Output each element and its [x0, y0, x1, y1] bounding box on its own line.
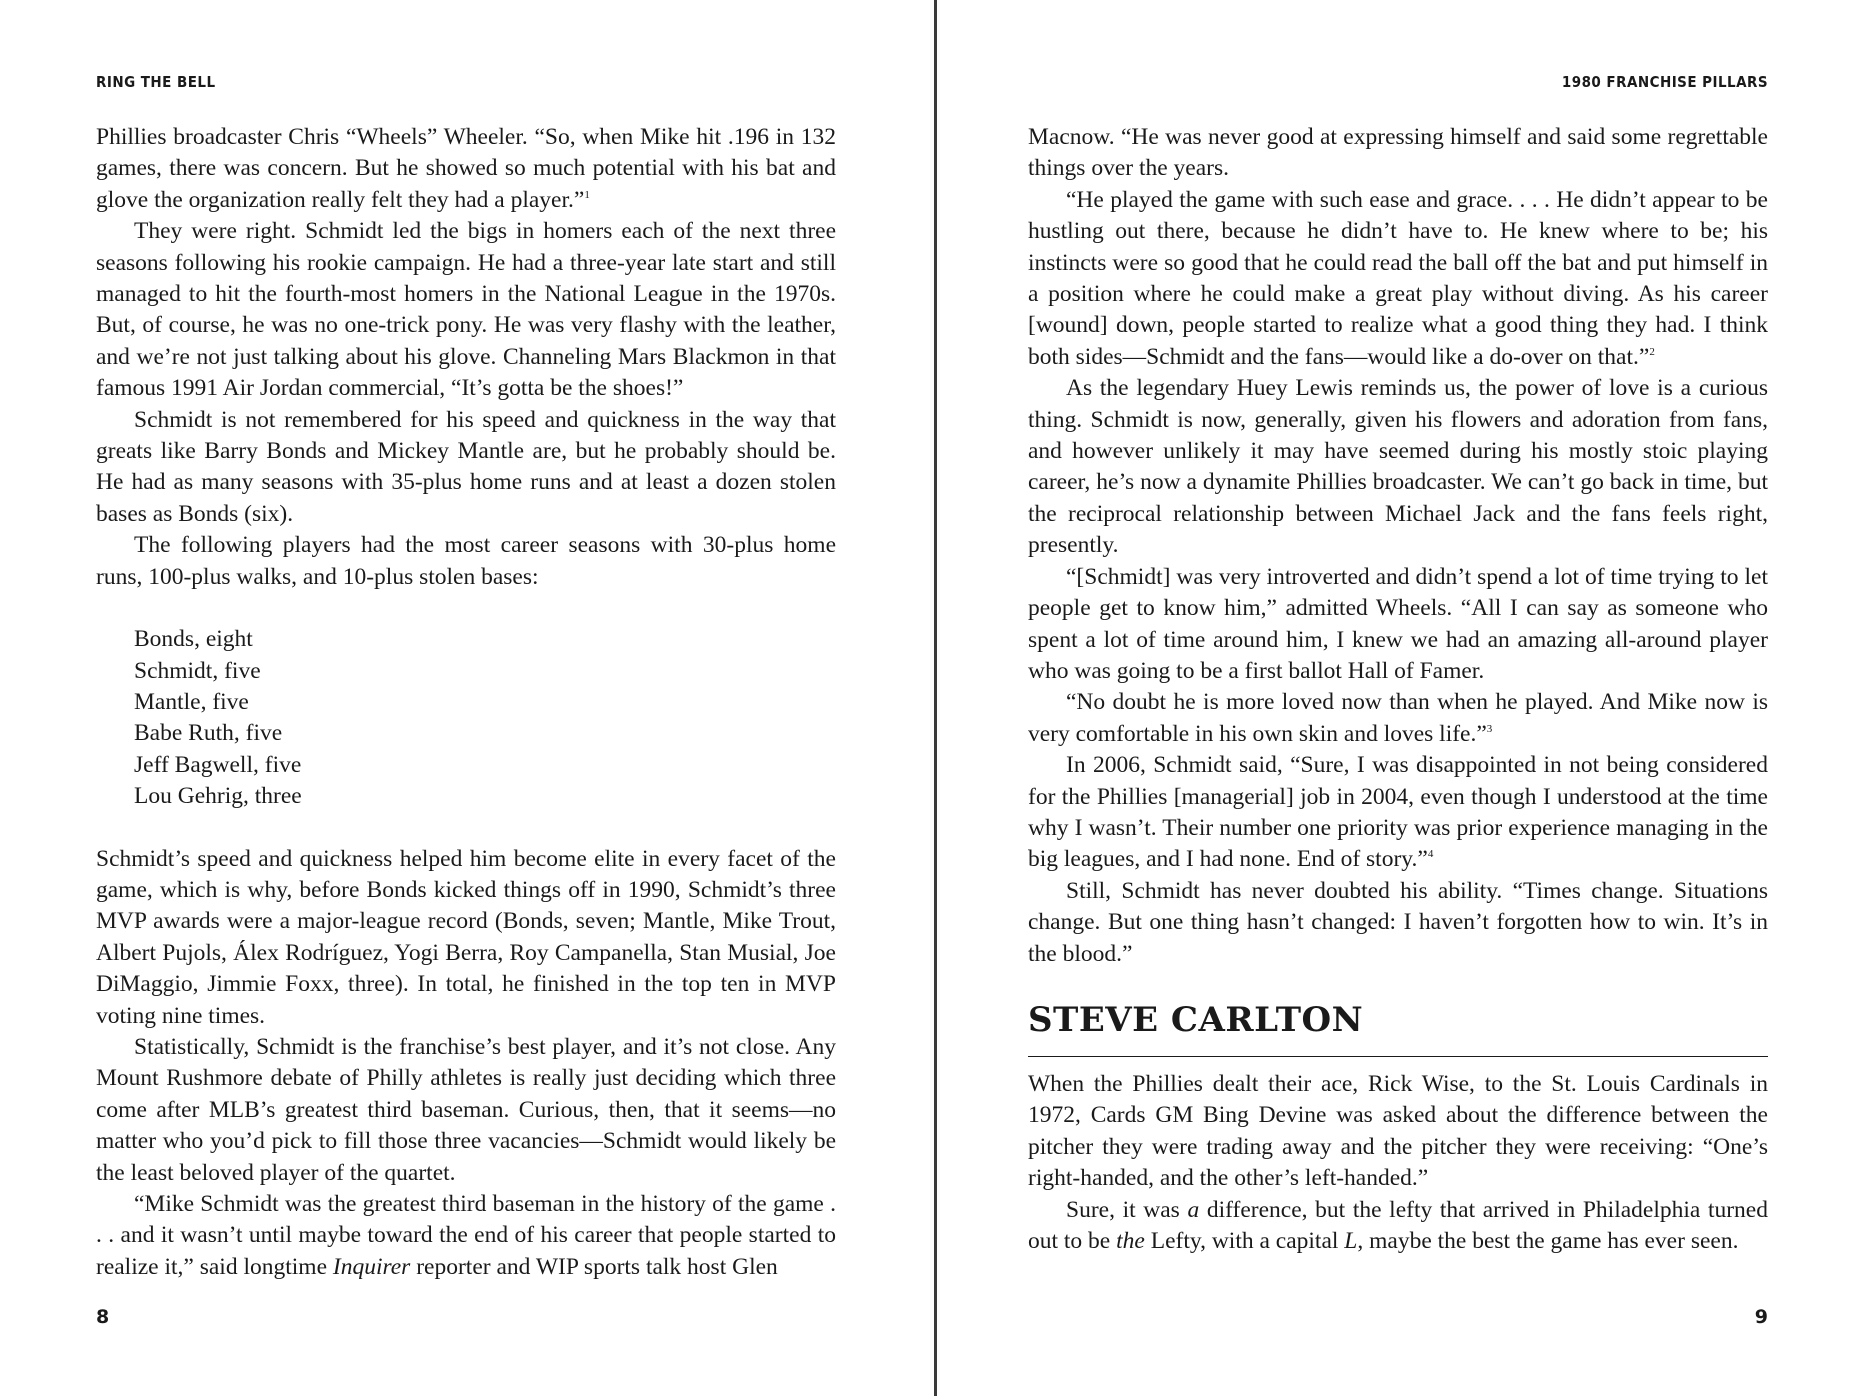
paragraph: Macnow. “He was never good at expressing himself and said some regrettable things over the years.: [1028, 124, 1768, 182]
list-item: Bonds, eight: [134, 626, 253, 653]
footnote-marker[interactable]: 4: [1427, 848, 1434, 861]
list-item: Schmidt, five: [134, 657, 261, 684]
page-body: [1028, 122, 1768, 1257]
paragraph: “[Schmidt] was very introverted and didn’t spend a lot of time trying to let people get to know him,” admitted Wheels. “All I can say as someone who spent a lot of time around him, I knew we had an amazing all-around player who was going to be a first ballot Hall of Famer.: [1028, 563, 1768, 684]
italic-text: L: [1344, 1228, 1358, 1254]
page-number: 8: [96, 1306, 110, 1328]
footnote-marker[interactable]: 3: [1486, 722, 1493, 735]
italic-text: a: [1187, 1196, 1200, 1223]
section-heading: STEVE CARLTON: [1028, 996, 1768, 1057]
paragraph: As the legendary Huey Lewis reminds us, the power of love is a curious thing. Schmidt is now, generally, given his flowers and adoration from fans, and however unlikely it may have seemed during his mostly stoic playing career, he’s now a dynamite Phillies broadcaster. We can’t go back in time, but the reciprocal relationship between Michael Jack and the fans feels right, presently.: [1028, 375, 1768, 559]
player-list: [134, 624, 836, 812]
footnote-marker[interactable]: 1: [584, 188, 590, 201]
paragraph: Statistically, Schmidt is the franchise’s best player, and it’s not close. Any Mount Rushmore debate of Philly athletes is really just deciding which three come after MLB’s greatest third baseman. Curious, then, that it seems—no matter who you’d pick to fill those three vacancies—Schmidt would likely be the least beloved player of the quartet.: [96, 1033, 836, 1186]
right-page: [1028, 0, 1768, 1396]
gutter-divider: [934, 0, 937, 1396]
list-item: Jeff Bagwell, five: [134, 751, 302, 778]
italic-text: Inquirer: [332, 1253, 411, 1280]
paragraph: The following players had the most career seasons with 30-plus home runs, 100-plus walks, and 10-plus stolen bases:: [96, 532, 836, 590]
paragraph: Schmidt’s speed and quickness helped him become elite in every facet of the game, which is why, before Bonds kicked things off in 1990, Schmidt’s three MVP awards were a major-league record (Bonds, seven; Mantle, Mike Trout, Albert Pujols, Álex Rodríguez, Yogi Berra, Roy Campanella, Stan Musial, Joe DiMaggio, Jimmie Foxx, three). In total, he finished in the top ten in MVP voting nine times.: [96, 845, 836, 1029]
page-body: [96, 122, 836, 1283]
paragraph: “Mike Schmidt was the greatest third baseman in the history of the game . . . and it wasn’t until maybe toward the end of his career that people started to realize it,” said longtime Inquirer reporter and WIP sports talk host Glen: [96, 1191, 836, 1280]
paragraph: Schmidt is not remembered for his speed and quickness in the way that greats like Barry Bonds and Mickey Mantle are, but he probably should be. He had as many seasons with 35-plus home runs and at least a dozen stolen bases as Bonds (six).: [96, 406, 836, 527]
paragraph: Phillies broadcaster Chris “Wheels” Wheeler. “So, when Mike hit .196 in 132 games, there was concern. But he showed so much potential with his bat and glove the organization really felt they had a player.”$^1$: [96, 124, 836, 213]
footnote-marker[interactable]: 2: [1649, 346, 1655, 359]
running-head: RING THE BELL: [96, 73, 216, 91]
list-item: Babe Ruth, five: [134, 720, 283, 747]
paragraph: In 2006, Schmidt said, “Sure, I was disappointed in not being considered for the Phillies [managerial] job in 2004, even though I understood at the time why I wasn’t. Their number one priority was prior experience managing in the big leagues, and I had none. End of story.”$^4$: [1028, 752, 1768, 873]
paragraph: Sure, it was a difference, but the lefty that arrived in Philadelphia turned out to be the Lefty, with a capital L, maybe the best the game has ever seen.: [1028, 1196, 1768, 1254]
page-number: 9: [1754, 1306, 1768, 1328]
left-page: [96, 0, 836, 1396]
running-head: 1980 FRANCHISE PILLARS: [1561, 73, 1768, 91]
list-item: Lou Gehrig, three: [134, 783, 302, 810]
paragraph: “No doubt he is more loved now than when he played. And Mike now is very comfortable in his own skin and loves life.”$^3$: [1028, 689, 1768, 747]
italic-text: the: [1116, 1228, 1145, 1254]
paragraph: “He played the game with such ease and grace. . . . He didn’t appear to be hustling out there, because he didn’t have to. He knew where to be; his instincts were so good that he could read the ball off the bat and put himself in a position where he could make a great play without diving. As his career [wound] down, people started to realize what a good thing they had. I think both sides—Schmidt and the fans—would like a do-over on that.”$^2$: [1028, 186, 1768, 370]
list-item: Mantle, five: [134, 688, 249, 715]
paragraph: When the Phillies dealt their ace, Rick Wise, to the St. Louis Cardinals in 1972, Cards GM Bing Devine was asked about the difference between the pitcher they were trading away and the pitcher they were receiving: “One’s right-handed, and the other’s left-handed.”: [1028, 1070, 1768, 1192]
paragraph: Still, Schmidt has never doubted his ability. “Times change. Situations change. But one thing hasn’t changed: I haven’t forgotten how to win. It’s in the blood.”: [1028, 877, 1768, 967]
paragraph: They were right. Schmidt led the bigs in homers each of the next three seasons following his rookie campaign. He had a three-year late start and still managed to hit the fourth-most homers in the National League in the 1970s. But, of course, he was no one-trick pony. He was very flashy with the leather, and we’re not just talking about his glove. Channeling Mars Blackmon in that famous 1991 Air Jordan commercial, “It’s gotta be the shoes!”: [96, 218, 836, 402]
